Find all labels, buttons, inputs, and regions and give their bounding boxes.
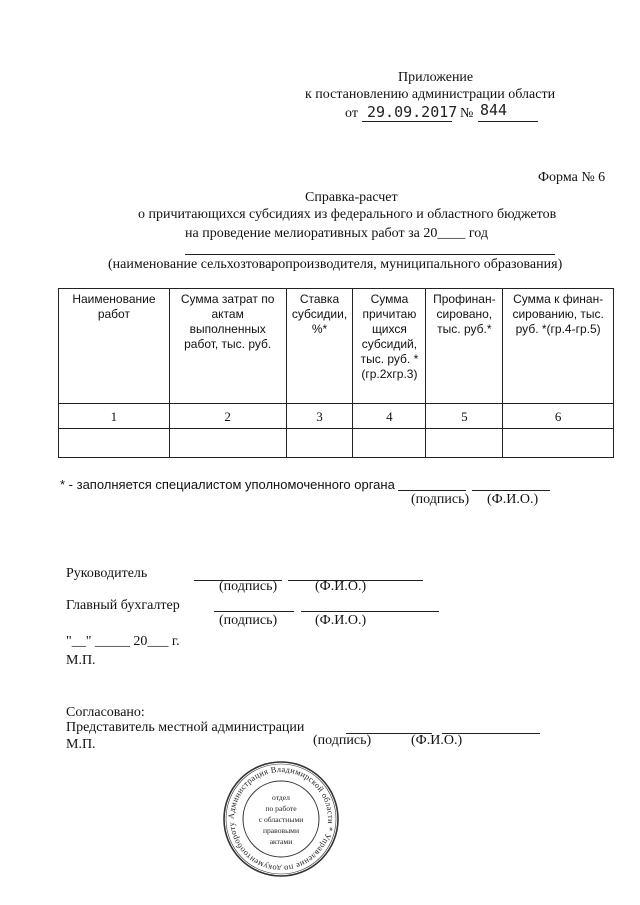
table-cell <box>59 429 170 458</box>
official-stamp <box>222 760 340 878</box>
table-cell <box>426 429 503 458</box>
appendix-subtitle: к постановлению администрации области <box>305 87 556 102</box>
appendix-number-label: № <box>460 106 474 121</box>
appendix-title: Приложение <box>398 70 474 85</box>
stamp-line: правовыми <box>262 826 300 835</box>
accountant-label: Главный бухгалтер <box>66 598 180 613</box>
table-cell <box>169 429 286 458</box>
table-header-cell: Сумма причитаю щихся субсидий, тыс. руб. *(гр.2хгр.3) <box>353 289 426 404</box>
table-cell <box>286 429 353 458</box>
accountant-signature-caption: (подпись) <box>219 613 278 628</box>
approval-seal-label: М.П. <box>66 737 96 752</box>
table-number-cell: 3 <box>286 404 353 429</box>
approval-name-caption: (Ф.И.О.) <box>411 733 463 748</box>
appendix-number: 844 <box>480 101 508 119</box>
stamp-line: актами <box>269 837 293 846</box>
form-number: Форма № 6 <box>538 170 606 185</box>
stamp-line: отдел <box>272 793 290 802</box>
stamp-line: с областными <box>258 815 304 824</box>
organization-caption: (наименование сельхозтоваропроизводителя, муниципального образования) <box>108 257 563 272</box>
appendix-number-underline <box>478 121 538 122</box>
table-header-cell: Сумма затрат по актам выполненных работ, тыс. руб. <box>169 289 286 404</box>
footnote-name-caption: (Ф.И.О.) <box>487 492 539 507</box>
accountant-name-line <box>301 611 439 612</box>
document-period: на проведение мелиоративных работ за 20____ год <box>185 226 488 241</box>
table-number-cell: 1 <box>59 404 170 429</box>
table-cell <box>353 429 426 458</box>
stamp-ring-text: Администрация Владимирской области * Управление по документообороту <box>226 764 336 874</box>
approval-signature-caption: (подпись) <box>313 733 372 748</box>
date-line: "__" _____ 20___ г. <box>66 634 180 649</box>
table-number-cell: 4 <box>353 404 426 429</box>
stamp-line: по работе <box>265 804 297 813</box>
appendix-date: 29.09.2017 <box>367 103 458 121</box>
representative-label: Представитель местной администрации <box>66 720 305 735</box>
table-number-row <box>59 404 614 429</box>
table-row <box>59 429 614 458</box>
accountant-signature-line <box>214 611 294 612</box>
table-number-cell: 6 <box>503 404 614 429</box>
accountant-name-caption: (Ф.И.О.) <box>315 613 367 628</box>
document-title: Справка-расчет <box>305 190 398 205</box>
seal-label: М.П. <box>66 653 96 668</box>
footnote-name-line <box>472 490 550 491</box>
organization-name-line <box>185 254 555 255</box>
footnote-signature-line <box>398 490 466 491</box>
head-name-caption: (Ф.И.О.) <box>315 579 367 594</box>
table-number-cell: 2 <box>169 404 286 429</box>
footnote-signature-caption: (подпись) <box>411 492 470 507</box>
footnote-text: * - заполняется специалистом уполномоченного органа <box>60 477 395 492</box>
appendix-date-underline <box>362 121 452 122</box>
table-cell <box>503 429 614 458</box>
subsidy-table <box>58 288 614 458</box>
approval-label: Согласовано: <box>66 705 145 720</box>
head-label: Руководитель <box>66 566 148 581</box>
table-header-cell: Наименование работ <box>59 289 170 404</box>
appendix-from-label: от <box>345 106 358 121</box>
table-header-cell: Профинан-сировано, тыс. руб.* <box>426 289 503 404</box>
document-subtitle: о причитающихся субсидиях из федерального и областного бюджетов <box>138 207 557 222</box>
table-header-cell: Ставка субсидии, %* <box>286 289 353 404</box>
table-header-cell: Сумма к финан-сированию, тыс. руб. *(гр.4-гр.5) <box>503 289 614 404</box>
table-header-row <box>59 289 614 404</box>
head-signature-caption: (подпись) <box>219 579 278 594</box>
table-number-cell: 5 <box>426 404 503 429</box>
